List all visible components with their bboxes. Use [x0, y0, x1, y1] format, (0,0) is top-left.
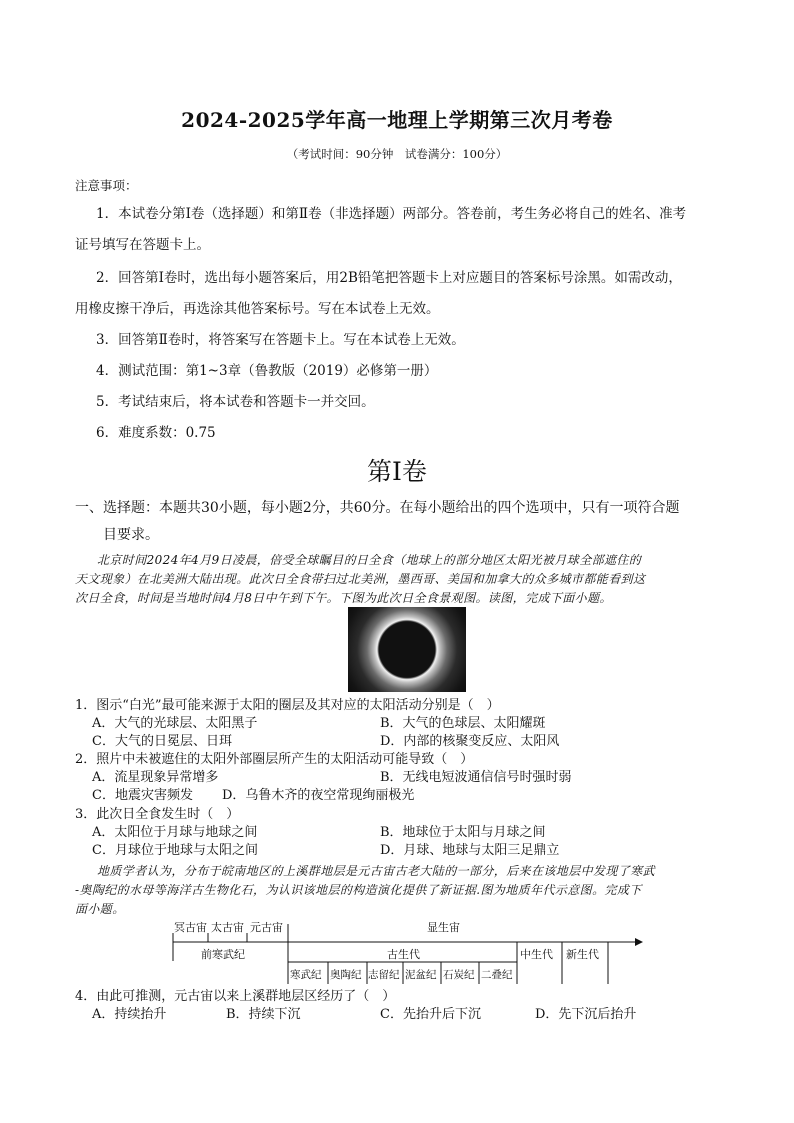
option-b[interactable]: B．地球位于太阳与月球之间 — [380, 825, 546, 840]
passage-line: -奥陶纪的水母等海洋古生物化石，为认识该地层的构造演化提供了新证据.图为地质年代示意图。完成下 — [75, 883, 642, 897]
geologic-timeline-diagram — [165, 916, 655, 986]
option-d[interactable]: D．先下沉后抬升 — [535, 1007, 637, 1022]
part-title: 第Ⅰ卷 — [367, 457, 427, 486]
option-a[interactable]: A．持续抬升 — [92, 1007, 167, 1022]
period-ordovician: 奥陶纪 — [330, 969, 362, 981]
option-a[interactable]: A．太阳位于月球与地球之间 — [92, 825, 258, 840]
era-cenozoic: 新生代 — [566, 948, 599, 961]
passage-line: 天文现象）在北美洲大陆出现。此次日全食带扫过北美洲，墨西哥、美国和加拿大的众多城市都能看到这 — [75, 572, 646, 586]
question-stem: 2．照片中未被遮住的太阳外部圈层所产生的太阳活动可能导致（ ） — [75, 752, 474, 767]
note-line: 5．考试结束后，将本试卷和答题卡一并交回。 — [96, 394, 375, 410]
page-title: 2024-2025学年高一地理上学期第三次月考卷 — [181, 108, 613, 132]
option-c[interactable]: C．大气的日冕层、日珥 — [92, 734, 232, 749]
period-silurian: 志留纪 — [368, 969, 400, 981]
era-mesozoic: 中生代 — [520, 948, 553, 961]
question-stem: 1．图示“白光”最可能来源于太阳的圈层及其对应的太阳活动分别是（ ） — [75, 698, 500, 713]
note-line: 3．回答第Ⅱ卷时，将答案写在答题卡上。写在本试卷上无效。 — [96, 332, 465, 348]
page-subtitle: （考试时间：90分钟 试卷满分：100分） — [286, 147, 508, 161]
era-paleozoic: 古生代 — [387, 948, 420, 961]
option-b[interactable]: B．持续下沉 — [226, 1007, 301, 1022]
question-stem: 3．此次日全食发生时（ ） — [75, 807, 240, 822]
eon-archean: 太古宙 — [211, 921, 244, 934]
precambrian-label: 前寒武纪 — [201, 948, 245, 961]
passage-line: 次日全食，时间是当地时间4月8日中午到下午。下图为此次日全食景观图。读图，完成下面小题。 — [75, 591, 612, 605]
note-line: 证号填写在答题卡上。 — [75, 237, 210, 253]
option-b[interactable]: B．无线电短波通信信号时强时弱 — [380, 770, 572, 785]
option-c[interactable]: C．地震灾害频发 — [92, 788, 193, 803]
section-heading-cont: 目要求。 — [103, 527, 159, 543]
eon-hadean: 冥古宙 — [174, 921, 207, 934]
option-a[interactable]: A．大气的光球层、太阳黑子 — [92, 716, 258, 731]
option-c[interactable]: C．先抬升后下沉 — [380, 1007, 481, 1022]
eon-proterozoic: 元古宙 — [250, 921, 283, 934]
option-d[interactable]: D．乌鲁木齐的夜空常现绚丽极光 — [222, 788, 415, 803]
question-stem: 4．由此可推测，元古宙以来上溪群地层区经历了（ ） — [75, 989, 396, 1004]
note-line: 6．难度系数：0.75 — [96, 425, 216, 441]
option-a[interactable]: A．流星现象异常增多 — [92, 770, 219, 785]
option-d[interactable]: D．月球、地球与太阳三足鼎立 — [380, 843, 560, 858]
period-permian: 二叠纪 — [481, 969, 513, 981]
passage-line: 面小题。 — [75, 902, 125, 916]
period-cambrian: 寒武纪 — [290, 969, 322, 981]
notes-title: 注意事项： — [75, 178, 138, 193]
option-b[interactable]: B．大气的色球层、太阳耀斑 — [380, 716, 546, 731]
passage-line: 地质学者认为，分布于皖南地区的上溪群地层是元古宙古老大陆的一部分，后来在该地层中发现了寒武 — [97, 864, 656, 878]
note-line: 用橡皮擦干净后，再选涂其他答案标号。写在本试卷上无效。 — [75, 301, 440, 317]
period-devonian: 泥盆纪 — [405, 969, 437, 981]
option-d[interactable]: D．内部的核聚变反应、太阳风 — [380, 734, 560, 749]
note-line: 4．测试范围：第1~3章（鲁教版（2019）必修第一册） — [96, 363, 438, 379]
note-line: 2．回答第Ⅰ卷时，选出每小题答案后，用2B铅笔把答题卡上对应题目的答案标号涂黑。如需改动， — [96, 270, 682, 286]
section-heading: 一、选择题：本题共30小题，每小题2分，共60分。在每小题给出的四个选项中，只有一项符合题 — [75, 500, 680, 516]
solar-eclipse-photo — [348, 607, 466, 692]
option-c[interactable]: C．月球位于地球与太阳之间 — [92, 843, 258, 858]
eon-phanerozoic: 显生宙 — [427, 921, 460, 934]
note-line: 1．本试卷分第Ⅰ卷（选择题）和第Ⅱ卷（非选择题）两部分。答卷前，考生务必将自己的姓名、准考 — [96, 206, 687, 222]
passage-line: 北京时间2024年4月9日凌晨，倍受全球瞩目的日全食（地球上的部分地区太阳光被月球全部遮住的 — [97, 553, 642, 567]
period-carboniferous: 石炭纪 — [443, 969, 475, 981]
